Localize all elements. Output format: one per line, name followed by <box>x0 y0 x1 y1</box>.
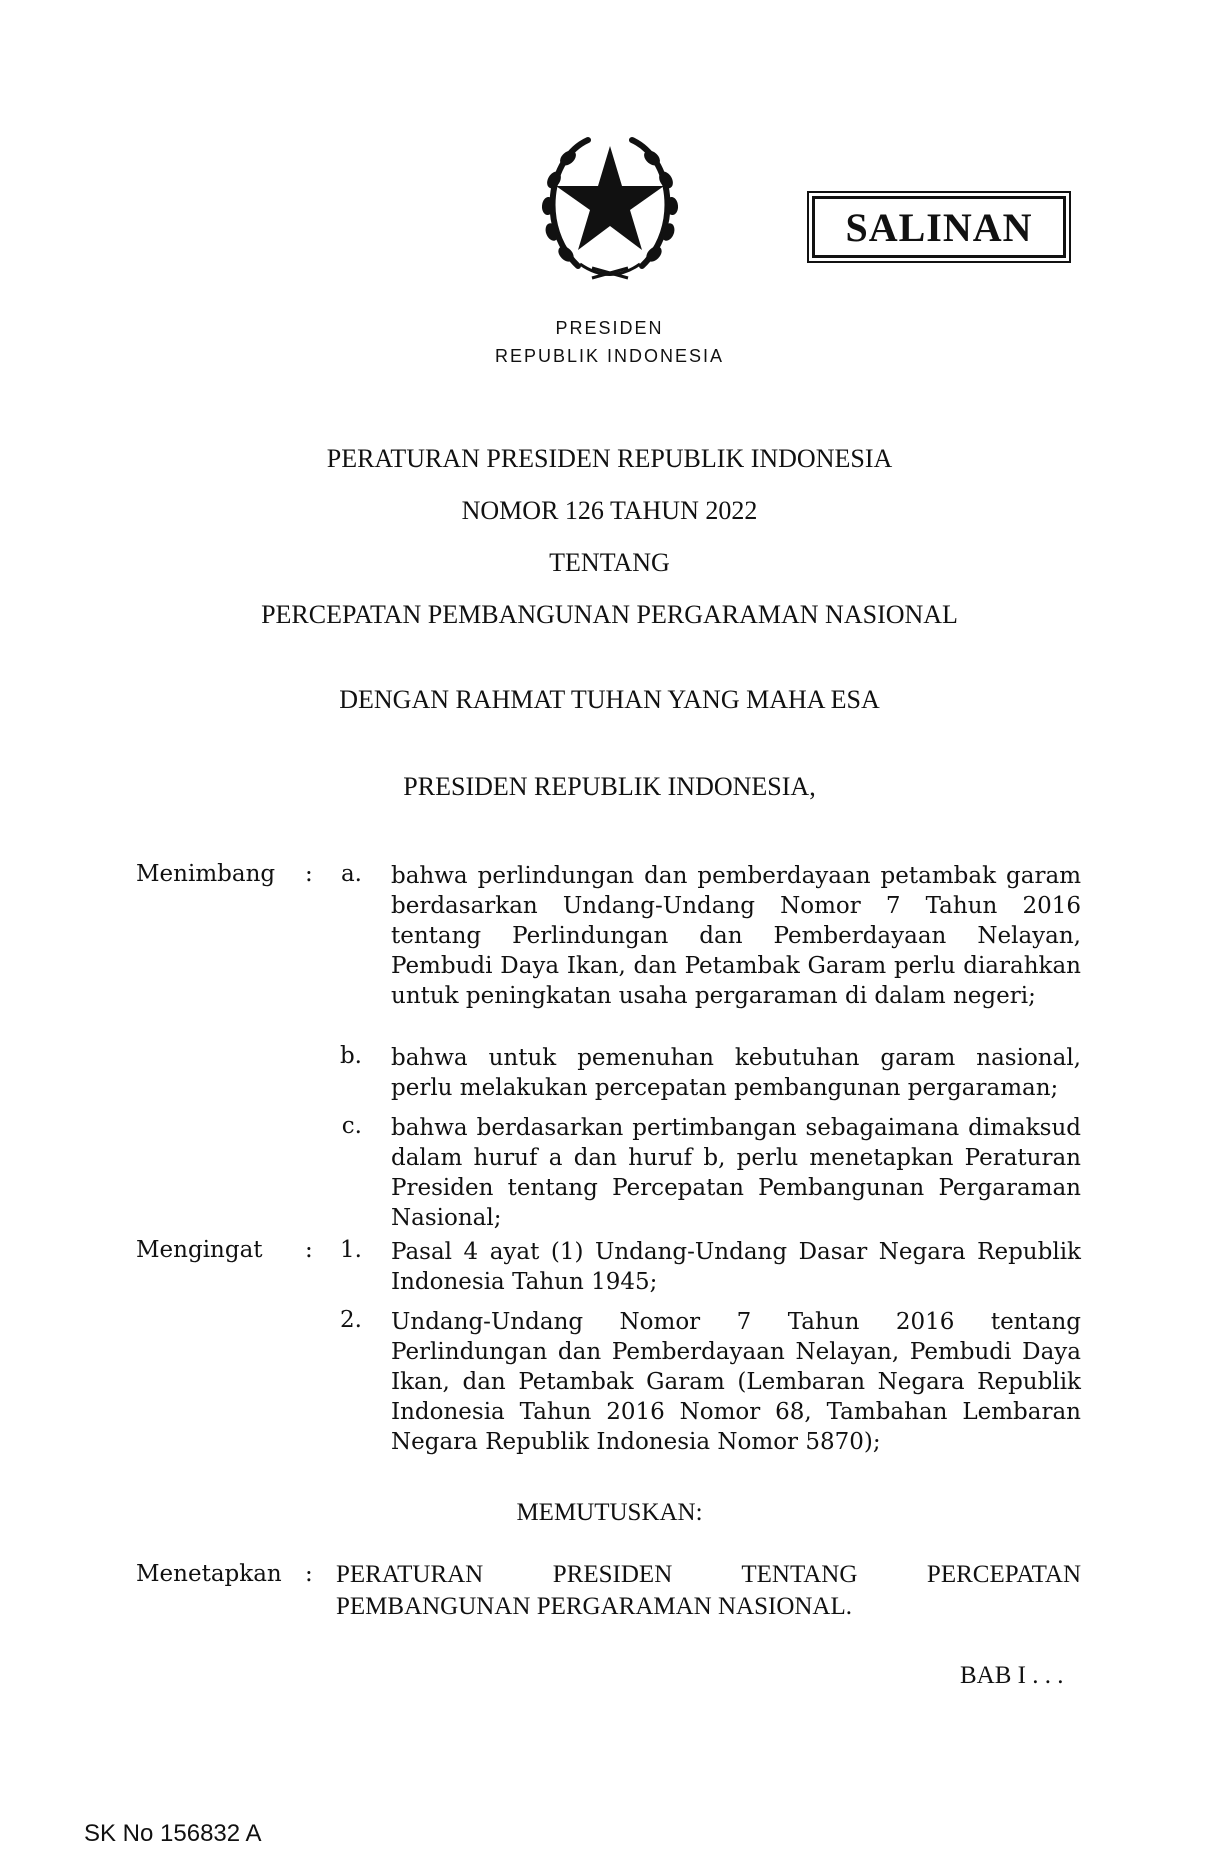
continuation-marker: BAB I . . . <box>960 1662 1064 1689</box>
menimbang-marker-a: a. <box>340 861 362 887</box>
mengingat-item-1: Pasal 4 ayat (1) Undang-Undang Dasar Negara Republik Indonesia Tahun 1945; <box>391 1239 1081 1295</box>
menimbang-item-c: bahwa berdasarkan pertimbangan sebagaimana dimaksud dalam huruf a dan huruf b, perlu menetapkan Peraturan Presiden tentang Percepatan Pembangunan Pergaraman Nasional; <box>391 1115 1081 1231</box>
regulation-tentang: TENTANG <box>549 548 670 577</box>
menimbang-item-b: bahwa untuk pemenuhan kebutuhan garam nasional, perlu melakukan percepatan pembangunan pergaraman; <box>391 1045 1081 1101</box>
garuda-star-emblem-icon <box>530 118 690 293</box>
menetapkan-colon: : <box>305 1561 313 1587</box>
salinan-stamp: SALINAN <box>812 196 1066 258</box>
mengingat-marker-1: 1. <box>340 1237 362 1263</box>
mengingat-colon: : <box>305 1237 313 1263</box>
menimbang-item-a: bahwa perlindungan dan pemberdayaan petambak garam berdasarkan Undang-Undang Nomor 7 Tahun 2016 tentang Perlindungan dan Pemberdayaan Nelayan, Pembudi Daya Ikan, dan Petambak Garam perlu diarahkan untuk peningkatan usaha pergaraman di dalam negeri; <box>391 863 1081 1009</box>
mengingat-label: Mengingat <box>136 1237 263 1263</box>
menetapkan-text: PERATURAN PRESIDEN TENTANG PERCEPATAN PEMBANGUNAN PERGARAMAN NASIONAL. <box>336 1561 1081 1620</box>
mengingat-item-2: Undang-Undang Nomor 7 Tahun 2016 tentang Perlindungan dan Pemberdayaan Nelayan, Pembudi Daya Ikan, dan Petambak Garam (Lembaran Negara Republik Indonesia Tahun 2016 Nomor 68, Tambahan Lembaran Negara Republik Indonesia Nomor 5870); <box>391 1309 1081 1455</box>
president-heading: PRESIDEN REPUBLIK INDONESIA, <box>403 772 816 801</box>
memutuskan-heading: MEMUTUSKAN: <box>516 1499 703 1526</box>
invocation: DENGAN RAHMAT TUHAN YANG MAHA ESA <box>339 685 880 714</box>
regulation-subject: PERCEPATAN PEMBANGUNAN PERGARAMAN NASIONAL <box>261 600 958 629</box>
menimbang-marker-c: c. <box>341 1113 362 1139</box>
menetapkan-label: Menetapkan <box>136 1561 282 1587</box>
menimbang-marker-b: b. <box>339 1043 362 1069</box>
menimbang-label: Menimbang <box>136 861 276 887</box>
issuer-line-1: PRESIDEN <box>555 318 664 338</box>
sk-number: SK No 156832 A <box>84 1820 262 1847</box>
issuer-line-2: REPUBLIK INDONESIA <box>494 346 725 366</box>
mengingat-marker-2: 2. <box>340 1307 362 1333</box>
regulation-title: PERATURAN PRESIDEN REPUBLIK INDONESIA <box>326 444 893 473</box>
regulation-number: NOMOR 126 TAHUN 2022 <box>461 496 758 525</box>
menimbang-colon: : <box>305 861 313 887</box>
